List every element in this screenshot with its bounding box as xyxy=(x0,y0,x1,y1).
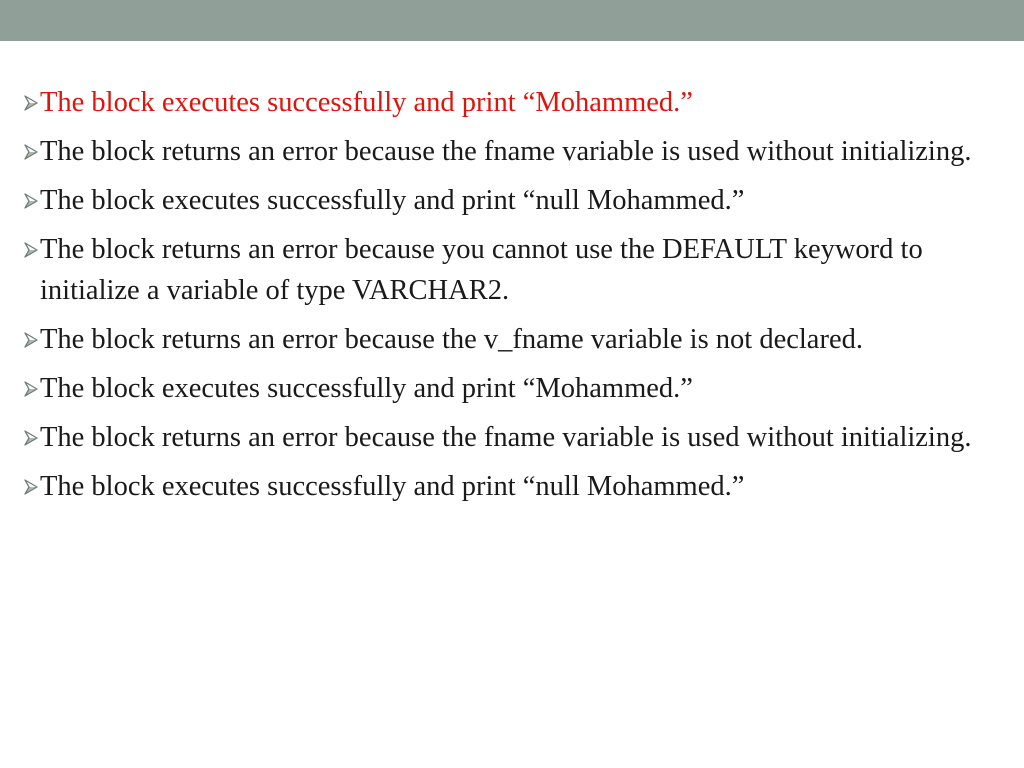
answer-option-5 xyxy=(18,319,1008,360)
answer-option-6 xyxy=(18,368,1008,409)
arrow-bullet-icon xyxy=(24,466,40,507)
answer-option-text: The block returns an error because the fname variable is used without initializing. xyxy=(40,422,972,453)
answer-option-text: The block returns an error because the v_fname variable is not declared. xyxy=(40,324,863,355)
answer-option-text: The block executes successfully and print “null Mohammed.” xyxy=(40,471,745,502)
arrow-bullet-icon xyxy=(24,82,40,123)
arrow-bullet-icon xyxy=(24,229,40,270)
arrow-bullet-icon xyxy=(24,180,40,221)
answer-option-text: The block executes successfully and print “null Mohammed.” xyxy=(40,185,745,216)
arrow-bullet-icon xyxy=(24,417,40,458)
answer-options-list xyxy=(18,82,1008,507)
answer-option-text: The block returns an error because the fname variable is used without initializing. xyxy=(40,136,972,167)
slide-content xyxy=(18,82,1008,515)
arrow-bullet-icon xyxy=(24,131,40,172)
answer-option-3 xyxy=(18,180,1008,221)
top-header-bar xyxy=(0,0,1024,41)
answer-option-8 xyxy=(18,466,1008,507)
answer-option-4 xyxy=(18,229,1008,311)
answer-option-text: The block returns an error because you cannot use the DEFAULT keyword to initialize a variable of type VARCHAR2. xyxy=(40,234,923,306)
arrow-bullet-icon xyxy=(24,368,40,409)
answer-option-2 xyxy=(18,131,1008,172)
answer-option-text: The block executes successfully and print “Mohammed.” xyxy=(40,373,693,404)
answer-option-7 xyxy=(18,417,1008,458)
arrow-bullet-icon xyxy=(24,319,40,360)
answer-option-1 xyxy=(18,82,1008,123)
answer-option-text: The block executes successfully and print “Mohammed.” xyxy=(40,87,693,118)
